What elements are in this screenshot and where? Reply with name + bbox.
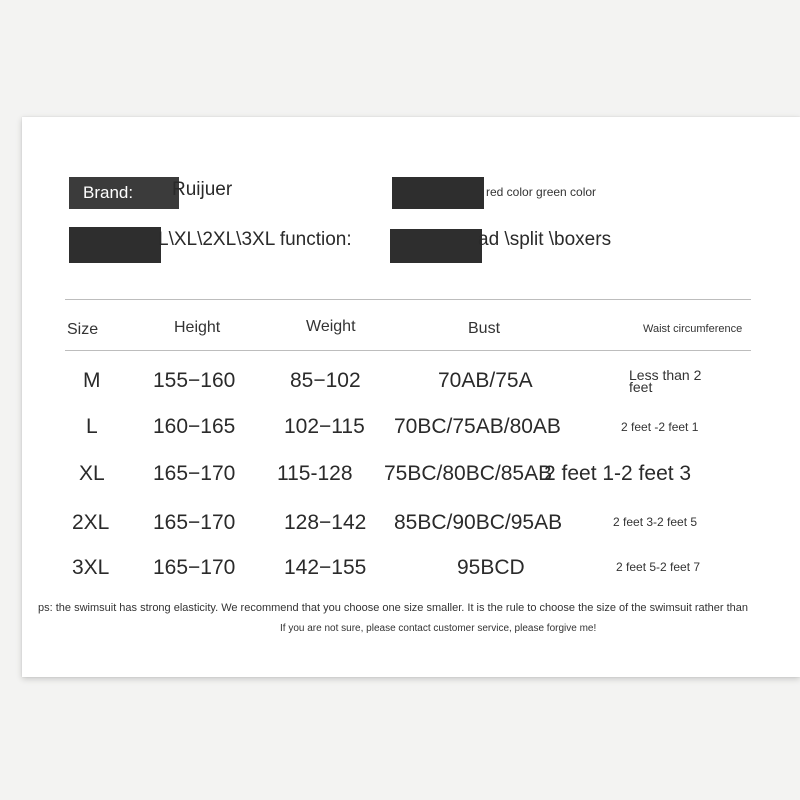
weight-cell: 115-128: [277, 462, 353, 485]
redaction-bar: [69, 227, 161, 263]
weight-cell: 85−102: [290, 369, 361, 392]
height-cell: 165−170: [153, 511, 236, 534]
waist-cell: 2 feet 1-2 feet 3: [544, 462, 692, 485]
header-size: Size: [67, 321, 99, 338]
note-line-1: ps: the swimsuit has strong elasticity. We recommend that you choose one size smaller. It is the rule to choose the size of the swimsuit rather than: [38, 602, 749, 614]
waist-cell: 2 feet -2 feet 1: [621, 420, 699, 434]
size-cell: M: [83, 369, 101, 392]
bust-cell: 70AB/75A: [438, 369, 533, 392]
bust-cell: 95BCD: [457, 556, 525, 579]
table-top-rule: [65, 299, 751, 300]
bust-cell: 70BC/75AB/80AB: [394, 415, 561, 438]
size-cell: L: [86, 415, 98, 438]
note-line-2: If you are not sure, please contact customer service, please forgive me!: [280, 623, 597, 634]
size-cell: 3XL: [72, 556, 110, 579]
brand-value: Ruijuer: [172, 179, 233, 200]
color-text: red color green color: [486, 185, 597, 199]
weight-cell: 128−142: [284, 511, 367, 534]
height-cell: 165−170: [153, 462, 236, 485]
bust-cell: 75BC/80BC/85AB: [384, 462, 553, 485]
header-weight: Weight: [306, 318, 356, 335]
header-waist: Waist circumference: [643, 323, 743, 335]
redaction-bar: [392, 177, 484, 209]
waist-cell: 2 feet 5-2 feet 7: [616, 560, 701, 574]
redaction-bar: [390, 229, 482, 263]
waist-cell: 2 feet 3-2 feet 5: [613, 515, 698, 529]
table-header-rule: [65, 350, 751, 351]
size-cell: 2XL: [72, 511, 110, 534]
size-cell: XL: [79, 462, 105, 485]
height-cell: 160−165: [153, 415, 236, 438]
weight-cell: 102−115: [284, 415, 365, 438]
height-cell: 165−170: [153, 556, 236, 579]
style-text: ad \split \boxers: [478, 229, 612, 250]
bust-cell: 85BC/90BC/95AB: [394, 511, 563, 534]
waist-cell: Less than 2 feet: [629, 367, 702, 395]
weight-cell: 142−155: [284, 556, 367, 579]
height-cell: 155−160: [153, 369, 236, 392]
size-chart-card: [22, 117, 800, 677]
sizes-text: L\XL\2XL\3XL function:: [158, 229, 352, 250]
header-bust: Bust: [468, 320, 501, 337]
header-height: Height: [174, 319, 221, 336]
brand-label: Brand:: [69, 177, 179, 209]
